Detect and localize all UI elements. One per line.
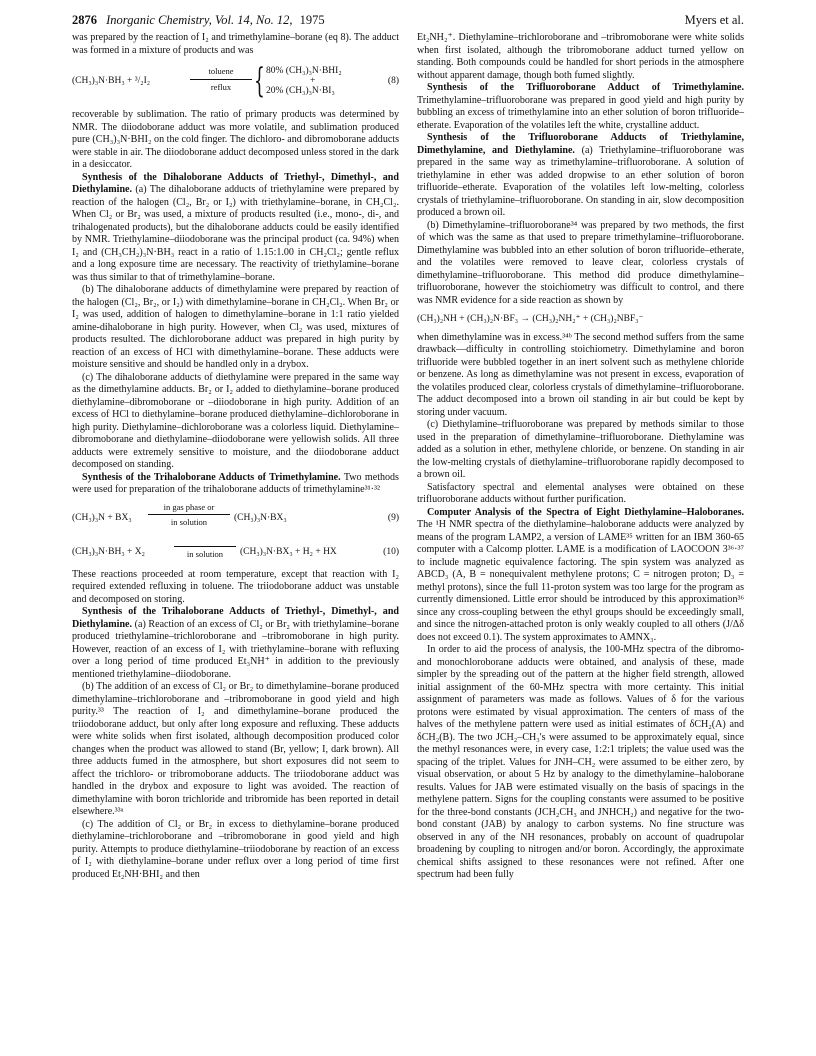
arrow-condition-bottom: reflux — [210, 81, 232, 92]
equation-lhs: (CH₃)₃N·BH₃ + X₂ — [72, 546, 145, 557]
arrow-condition-bottom: in solution — [186, 548, 224, 559]
paragraph: (b) The dihaloborane adducts of dimethylamine were prepared by reaction of the halogen (Cl₂, Br₂, or I₂) with dimethylamine–borane in CH₂Cl₂. When Br₂ or I₂ was used, addition of halogen to dimethylamine–borane in 1:1 ratio yielded amine-dihaloborane in high purity. However, when Cl₂ was used, mixtures of products resulted. The dichloroborane adduct was prepared in high purity by reaction of an excess of HCl with dimethylamine–borane. These adducts were moisture sensitive and should be handled only in a drybox. — [72, 284, 399, 370]
running-author: Myers et al. — [684, 13, 744, 27]
arrow-line — [174, 546, 236, 547]
paragraph — [72, 172, 399, 285]
reaction-arrow — [148, 501, 230, 529]
section-heading: Synthesis of the Trihaloborane Adducts of Triethyl-, Dimethyl-, and Diethylamine. — [72, 606, 399, 630]
paragraph — [72, 472, 399, 497]
paragraph — [72, 606, 399, 681]
arrow-line — [190, 79, 252, 80]
paragraph: recoverable by sublimation. The ratio of primary products was determined by NMR. The diiodoborane adduct was more volatile, and sublimation produced pure (CH₃)₃N·BHI₂ on the cold finger. The dichloro- and dibromoborane adducts were stable in air. The diiodoborane adduct decomposed unless stored in the dark in a desiccator. — [72, 109, 399, 170]
left-column — [72, 32, 399, 881]
reaction-arrow — [190, 65, 252, 93]
product-plus: + — [310, 76, 316, 86]
product-1: 80% (CH₃)₃N·BHI₂ — [266, 66, 342, 76]
paragraph: (c) The addition of Cl₂ or Br₂ in excess to diethylamine–borane produced diethylamine–trichloroborane and –tribromoborane in good yield and high purity. Attempts to produce diethylamine–triiodoborane by reaction of an excess of I₂ with diethylamine–borane under reflux over a long period of time first produced Et₂NH·BHI₂ and then — [72, 818, 399, 880]
paragraph: In order to aid the process of analysis, the 100-MHz spectra of the dibromo- and monochloroborane adducts were obtained, and analysis of these, made simpler by the spreading out of the pattern at the higher field strength, allowed initial assignment of the 60-MHz spectra with more certainty. This initial assignment of parameters was made as follows. Values of δ for the various protons were estimated by visual approximation. The centers of mass of the halves of the methylene pattern were used as initial estimates of δCH₂(A) and δCH₂(B). The two JCH₂–CH₃'s were assumed to be approximately equal, since the methyl resonances were, in every case, 1:2:1 triplets; the value used was the spacing of the triplet. Values for JNH–CH₂ were assumed to be either zero, by visual observation, or about 5 Hz by analogy to the dimethylamine–haloborane results. Values for JAB were estimated visually on the basis of spacings in the methylene pattern. Signs for the coupling constants were assumed to be positive for the three-bond constants (JCH₂CH₃ and JNHCH₂) and negative for the two-bond constant (JAB) by analogy to carbon systems. No fine structure was observed in any of the NH resonances, probably on account of quadrupolar broadening by coupling to nitrogen and/or boron. Accordingly, the approximate chemical shifts assigned to these resonances were not refined. After one spectrum had been fully — [417, 644, 744, 880]
right-column — [417, 32, 744, 882]
brace: { — [254, 61, 265, 101]
page-number: 2876 — [72, 13, 97, 27]
journal-year: 1975 — [299, 13, 325, 27]
equation-number: (9) — [387, 512, 399, 523]
paragraph — [417, 507, 744, 645]
arrow-condition-top: toluene — [208, 66, 234, 76]
paragraph: Satisfactory spectral and elemental analyses were obtained on these trifluoroborane adducts without further purification. — [417, 481, 744, 505]
paragraph-text: (a) The dihaloborane adducts of triethylamine were prepared by reaction of the halogen (Cl₂, Br₂ or I₂) with triethylamine–borane, in CH₂Cl₂. When Cl₂ or Br₂ was used, a mixture of products resulted (i.e., mono-, di-, and trihalogenated products), but the dihaloborane adducts could be easily identified by NMR. Triethylamine–diiodoborane was the principal product (ca. 94%) when I₂ and (CH₃CH₂)₃N·BH₃ react in a ratio of 1.15:1.00 in CH₂Cl₂; gentle reflux and a long exposure time are necessary. The reactivity of triethylamine–borane was thus similar to that of trimethylamine–borane. — [72, 184, 399, 283]
running-header — [72, 13, 744, 31]
arrow-line — [148, 514, 230, 515]
equation-side-reaction: (CH₃)₂NH + (CH₃)₂N·BF₃ → (CH₃)₂NH₂⁺ + (CH₃)₂NBF₃⁻ — [417, 314, 644, 324]
paragraph: (b) The addition of an excess of Cl₂ or Br₂ to dimethylamine–borane produced dimethylamine–trichloroborane and –tribromoborane in good yield and high purity.³³ The reaction of I₂ and dimethylamine–borane produced the triiodoborane adduct, but only after long exposure and refluxing. These adducts were white solids when first isolated, although decomposition produced color changes when the product was allowed to stand (Br, yellow; I, dark brown). All three adducts fumed in the atmosphere, but short exposures did not seem to affect the trichloro- or tribromoborane adducts. The triiodoborane adduct was handled in the drybox and exposure to light was avoided. The reaction of dimethylamine with boron trichloride and tribromide has been reported in detail elsewhere.³³ᵃ — [72, 681, 399, 817]
product-2: 20% (CH₃)₃N·BI₃ — [266, 86, 335, 96]
section-heading: Synthesis of the Trifluoroborane Adducts of Triethylamine, Dimethylamine, and Diethylamine. — [417, 132, 744, 156]
equation-9 — [72, 501, 399, 531]
section-heading: Synthesis of the Trifluoroborane Adduct of Trimethylamine. — [427, 82, 744, 93]
paragraph-text: Trimethylamine–trifluoroborane was prepared in good yield and high purity by bubbling an excess of trimethylamine into an ether solution of boron trifluoride–etherate. Evaporation of the volatiles left the white, crystalline adduct. — [417, 94, 744, 131]
section-heading: Computer Analysis of the Spectra of Eight Diethylamine–Haloboranes. — [427, 506, 744, 518]
paragraph: was prepared by the reaction of I₂ and trimethylamine–borane (eq 8). The adduct was formed in a mixture of products and was — [72, 32, 399, 56]
section-heading: Synthesis of the Dihaloborane Adducts of Triethyl-, Dimethyl-, and Diethylamine. — [72, 171, 399, 195]
paragraph-text: Two methods were used for preparation of the trihaloborane adducts of trimethylamine³¹·³² — [72, 471, 399, 495]
equation-rhs: (CH₃)₃N·BX₃ + H₂ + HX — [240, 546, 337, 557]
paragraph: Et₂NH₂⁺. Diethylamine–trichloroborane and –tribromoborane were white solids when first isolated, although the tribromoborane adduct turned yellow on standing. Both compounds could be handled for short periods in the atmosphere without apparent damage, though both fumed slightly. — [417, 32, 744, 81]
paragraph-text: (a) Triethylamine–trifluoroborane was prepared in the same way as trimethylamine–trifluoroborane. A solution of triethylamine in ether was added dropwise to an ether solution of boron trifluoride–etherate. Evaporation of the volatiles left low-melting, colorless crystals of triethylamine–trifluoroborane. On standing in air, slow decomposition produced a brown oil. — [417, 144, 744, 218]
paragraph — [417, 132, 744, 220]
paragraph: when dimethylamine was in excess.³⁴ᵇ The second method suffers from the same drawback—difficulty in controlling stoichiometry. Dimethylamine and boron trifluoride were bubbled together in an inert solvent such as methylene chloride or benzene. As long as dimethylamine was not present in excess, evaporation of the volatiles produced clear, colorless crystals of dimethylamine–trifluoroborane. The adduct decomposed into a brown oil standing in air but could be kept by storing under vacuum. — [417, 331, 744, 418]
equation-number: (10) — [383, 546, 399, 557]
paragraph: These reactions proceeded at room temperature, except that reaction with I₂ required extended refluxing in toluene. The triiodoborane adduct was unstable and decomposed on storing. — [72, 568, 399, 605]
reaction-arrow — [174, 536, 236, 561]
paragraph — [417, 82, 744, 132]
paragraph: (c) The dihaloborane adducts of diethylamine were prepared in the same way as the dimethylamine adducts. Br₂ or I₂ added to diethylamine–borane produced diethylamine–dibromoborane or –diiodoborane in high purity. Addition of an excess of HCl to diethylamine–borane produced diethylamine–dichloroborane in high purity. Diethylamine–dichloroborane was a colorless liquid. Diethylamine–dibromoborane and diethylamine–diiodoborane were yellowish solids. All three adducts were extremely sensitive to moisture, and the diiodoborane adduct decomposed on standing. — [72, 371, 399, 470]
equation-lhs: (CH₃)₃N·BH₃ + ³/₂I₂ — [72, 76, 151, 86]
arrow-condition-bottom: in solution — [170, 517, 208, 527]
section-heading: Synthesis of the Trihaloborane Adducts of Trimethylamine. — [82, 471, 341, 483]
equation-rhs: (CH₃)₃N·BX₃ — [234, 512, 287, 523]
arrow-condition-top: in gas phase or — [163, 501, 215, 512]
journal-title: Inorganic Chemistry, Vol. 14, No. 12, — [106, 13, 293, 27]
equation-lhs: (CH₃)₃N + BX₃ — [72, 512, 132, 523]
paragraph: (b) Dimethylamine–trifluoroborane³⁴ was prepared by two methods, the first of which was the same as that used to prepare trimethylamine–trifluoroborane. Dimethylamine was bubbled into an ether solution of boron trifluoride–etherate, and the volatiles were removed to leave clear, colorless crystals of dimethylamine–trifluoroborane. This method did produce dimethylamine–trifluoroborane, however the stoichiometry was difficult to control, and there was NMR evidence for a side reaction as shown by — [417, 219, 744, 306]
equation-10 — [72, 535, 399, 565]
equation-8 — [72, 63, 399, 103]
equation-number: (8) — [387, 76, 399, 86]
paragraph: (c) Diethylamine–trifluoroborane was prepared by methods similar to those used in the preparation of dimethylamine–trifluoroborane. Diethylamine was added as a solution in ether, methylene chloride, or benzene. On standing in air the low-melting crystals of diethylamine–trifluoroborane rapidly decomposed to a brown oil. — [417, 419, 744, 480]
paragraph-text: (a) Reaction of an excess of Cl₂ or Br₂ with triethylamine–borane produced triethylamine–trichloroborane and –tribromoborane in high purity. However, reaction of an excess of I₂ with triethylamine–borane with refluxing over a long period of time produced Et₃NH⁺ in addition to the previously mentioned triethylamine–diiodoborane. — [72, 618, 399, 680]
paragraph-text: The ¹H NMR spectra of the diethylamine–haloborane adducts were analyzed by means of the program LAMP2, a version of LAME³⁵ written for an IBM 360-65 computer with a Calcomp plotter. LAME is a modification of LAOCOON 3³⁶·³⁷ to include magnetic equivalence factoring. The spin system was analyzed as ABCD₃ (A, B = nonequivalent methylene protons; C = nitrogen proton; D₃ = methyl protons), since the full 11-proton system was too large for the program as currently dimensioned. Little error should be introduced by this approximation³⁶ since any cross-coupling between the ethyl groups should be exceedingly small, and since the nitrogen-attached proton is only weakly coupled to all others (J/Δδ does not exceed 0.1). The system approximates to AMNX₃. — [417, 519, 744, 643]
